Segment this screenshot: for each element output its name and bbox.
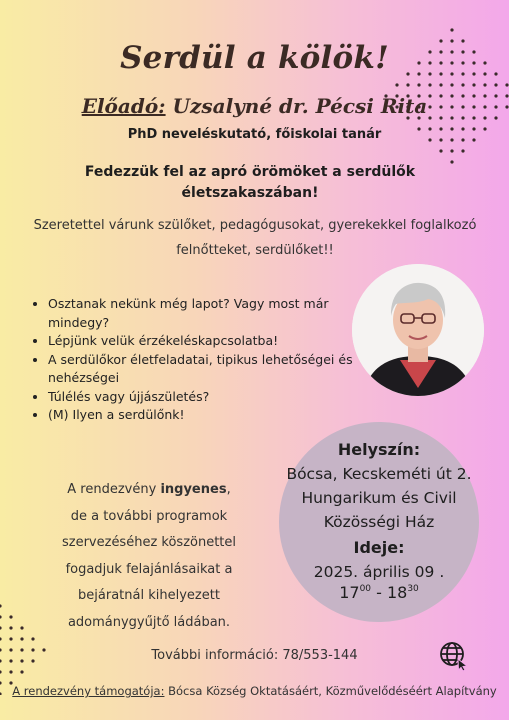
- decorative-dot: [417, 83, 420, 86]
- decorative-dot: [9, 670, 12, 673]
- topic-item: • Lépjünk velük érzékeléskapcsolatba!: [48, 332, 388, 351]
- address: Bócsa, Kecskeméti út 2.: [286, 465, 472, 483]
- decorative-dot: [0, 626, 2, 629]
- decorative-dot: [31, 637, 34, 640]
- donation-line: de a további programok: [70, 508, 228, 524]
- venue-line: Hungarikum és Civil: [301, 489, 457, 507]
- welcome-line: Szeretettel várunk szülőket, pedagógusokat, gyerekekkel foglalkozó: [33, 218, 477, 233]
- decorative-dot: [20, 670, 23, 673]
- venue-line: Közösségi Ház: [323, 513, 435, 531]
- end-hour: 18: [386, 583, 408, 602]
- decorative-dot: [450, 28, 453, 31]
- tagline-line: Fedezzük fel az apró örömöket a serdülők: [84, 164, 416, 180]
- event-date: 2025. április 09 .: [313, 563, 445, 581]
- decorative-dot: [9, 637, 12, 640]
- event-title: Serdül a kölök!: [120, 40, 389, 76]
- donation-line: szervezéséhez köszönettel: [61, 535, 237, 550]
- donation-line: fogadjuk felajánlásaikat a: [65, 561, 233, 577]
- location-label: Helyszín:: [337, 440, 421, 459]
- decorative-dot: [439, 83, 442, 86]
- globe-cursor-icon[interactable]: [438, 640, 470, 672]
- decorative-dot: [461, 83, 464, 86]
- time-label: Ideje:: [353, 538, 405, 557]
- welcome-text: [20, 213, 490, 263]
- decorative-dot: [494, 83, 497, 86]
- donation-text: A rendezvény: [67, 482, 161, 497]
- decorative-dot: [450, 149, 453, 152]
- presenter-portrait: [352, 264, 484, 396]
- start-minute: 00: [359, 584, 372, 594]
- presenter-label: Előadó:: [81, 94, 166, 118]
- donation-text: ,: [226, 482, 231, 497]
- topic-item: • Túlélés vagy újjászületés?: [48, 388, 388, 407]
- topic-item: • A serdülőkor életfeladatai, tipikus lehetőségei és nehézségei: [48, 351, 388, 388]
- decorative-dot: [505, 83, 508, 86]
- decorative-dot: [20, 626, 23, 629]
- start-hour: 17: [339, 583, 360, 602]
- decorative-dot: [450, 83, 453, 86]
- decorative-dot: [461, 149, 464, 152]
- tagline: [60, 162, 440, 204]
- decorative-dot: [483, 83, 486, 86]
- presenter-title: PhD neveléskutató, főiskolai tanár: [127, 127, 382, 142]
- donation-line: adománygyűjtő ládában.: [67, 614, 231, 630]
- decorative-dot: [0, 637, 2, 640]
- presenter-line: [0, 94, 509, 118]
- decorative-dot: [0, 670, 2, 673]
- decorative-dot: [0, 604, 2, 607]
- decorative-dot: [439, 149, 442, 152]
- event-time: $17^{00} - 18^{30}$: [339, 583, 419, 602]
- decorative-dot: [0, 615, 2, 618]
- decorative-dot: [9, 615, 12, 618]
- free-emphasis: ingyenes: [160, 482, 227, 497]
- tagline-line: életszakaszában!: [181, 185, 319, 201]
- presenter-name: Uzsalyné dr. Pécsi Rita: [172, 94, 428, 118]
- donation-note: [34, 477, 264, 636]
- topic-item: • Osztanak nekünk még lapot? Vagy most már mindegy?: [48, 295, 388, 332]
- decorative-dot: [428, 83, 431, 86]
- welcome-line: felnőtteket, serdülőket!!: [176, 243, 334, 258]
- decorative-dot: [9, 626, 12, 629]
- sponsor-line: [0, 684, 509, 698]
- decorative-dot: [20, 637, 23, 640]
- contact-info: További információ: 78/553-144: [151, 648, 358, 663]
- topic-list: [34, 295, 388, 425]
- decorative-dot: [450, 160, 453, 163]
- donation-line: [34, 477, 264, 504]
- decorative-dot: [395, 83, 398, 86]
- sponsor-name: Bócsa Község Oktatásáért, Közművelődéséért Alapítvány: [164, 684, 497, 698]
- end-minute: 30: [407, 584, 419, 594]
- decorative-dot: [406, 83, 409, 86]
- decorative-dot: [472, 83, 475, 86]
- topic-item: • (M) Ilyen a serdülőnk!: [48, 406, 388, 425]
- donation-line: bejáratnál kihelyezett: [78, 588, 220, 603]
- sponsor-label: A rendezvény támogatója:: [12, 684, 165, 698]
